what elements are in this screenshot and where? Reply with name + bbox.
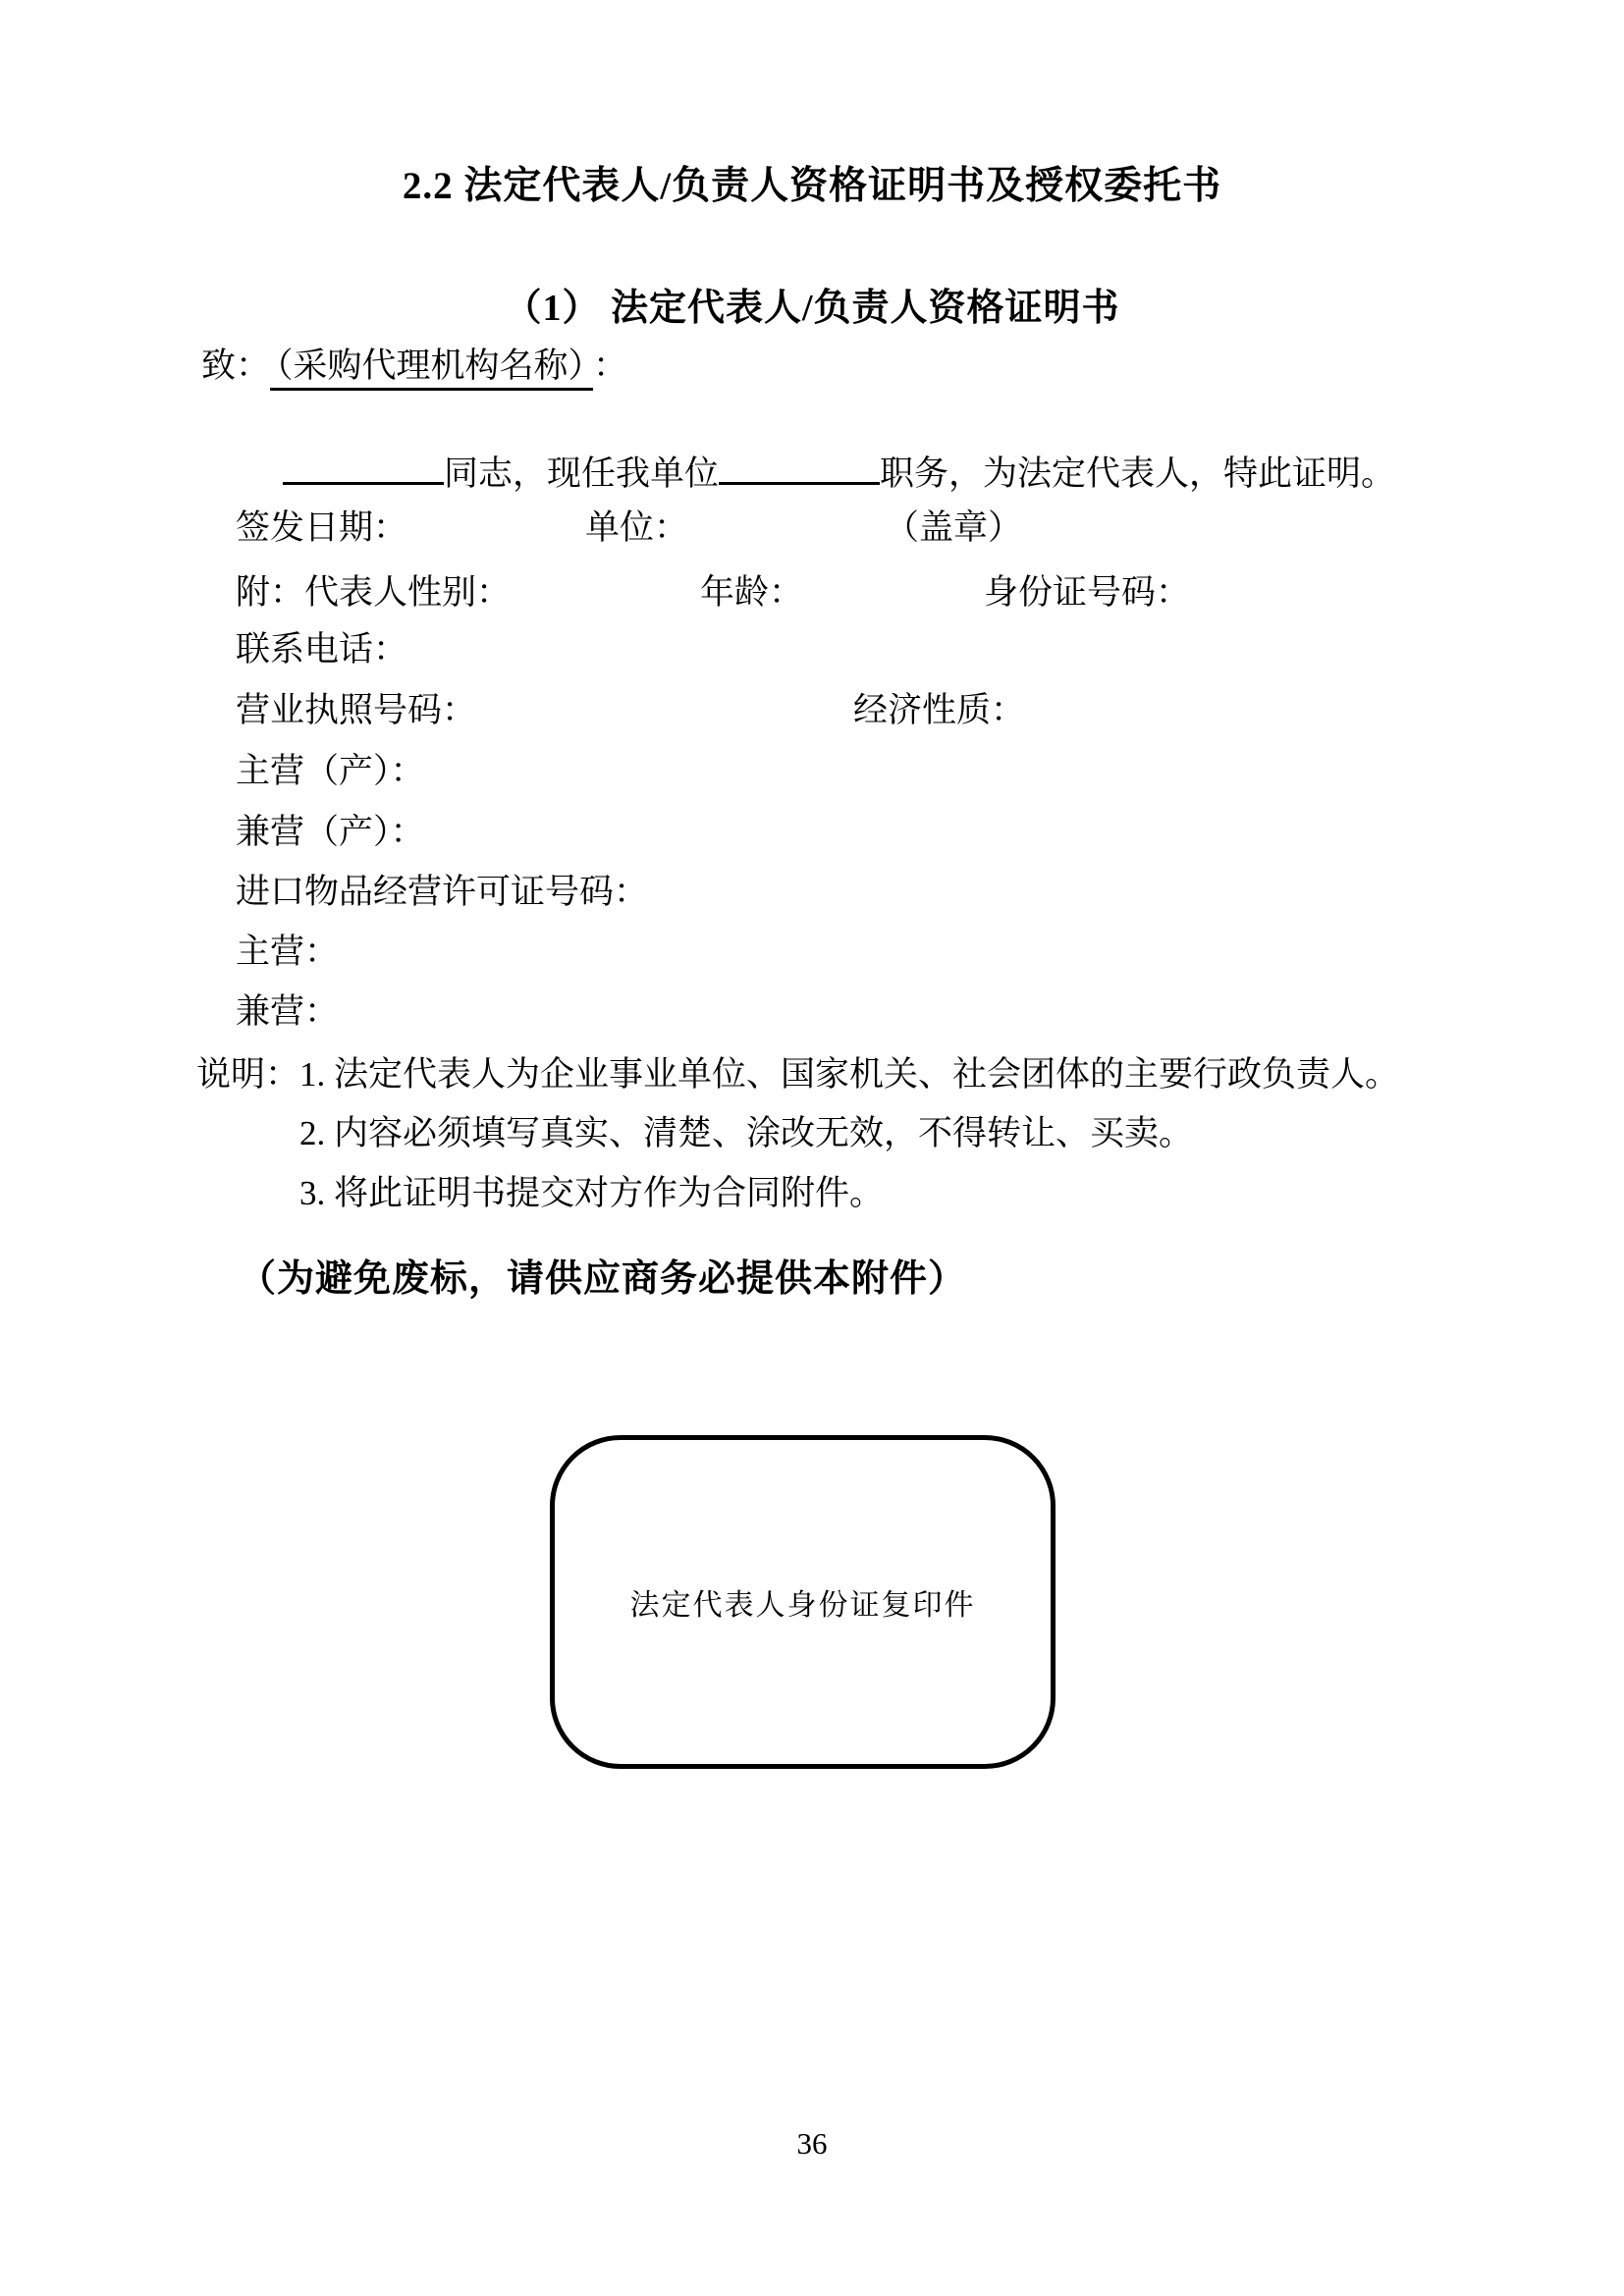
note-item-3: 3. 将此证明书提交对方作为合同附件。 (299, 1174, 885, 1212)
economic-nature-label: 经济性质： (853, 691, 1026, 729)
rep-gender-label: 附：代表人性别： (236, 573, 512, 612)
section-title: 2.2 法定代表人/负责人资格证明书及授权委托书 (402, 165, 1222, 207)
representative-name-blank-underline (283, 453, 444, 485)
agency-name-blank: （采购代理机构名称） (270, 347, 593, 391)
warning-note: （为避免废标，请供应商务必提供本附件） (239, 1258, 967, 1300)
import-permit-label: 进口物品经营许可证号码： (236, 873, 649, 911)
certificate-title: （1） 法定代表人/负责人资格证明书 (504, 288, 1120, 329)
seal-label: （盖章） (885, 508, 1023, 547)
main-products-label: 主营（产）： (236, 752, 425, 790)
note-item-2: 2. 内容必须填写真实、清楚、涂改无效，不得转让、买卖。 (299, 1114, 1194, 1152)
id-number-label: 身份证号码： (984, 573, 1191, 612)
salutation-suffix: ： (593, 347, 628, 385)
business-license-label: 营业执照号码： (236, 691, 477, 729)
position-blank-underline (719, 453, 880, 485)
salutation-line (201, 347, 627, 386)
notes-label: 说明： (196, 1055, 300, 1094)
side-products-label: 兼营（产）： (236, 813, 425, 851)
statement-line (283, 453, 1395, 494)
id-copy-box-label: 法定代表人身份证复印件 (629, 1589, 976, 1622)
side-business-label: 兼营： (236, 992, 340, 1031)
main-business-label: 主营： (236, 933, 340, 971)
statement-position-text: 职务，为法定代表人，特此证明。 (880, 454, 1396, 493)
note-item-1: 1. 法定代表人为企业事业单位、国家机关、社会团体的主要行政负责人。 (299, 1055, 1400, 1094)
page-number: 36 (796, 2126, 828, 2161)
id-copy-placeholder-box (550, 1435, 1056, 1769)
unit-label: 单位： (585, 508, 689, 547)
salutation-prefix: 致： (201, 347, 271, 385)
age-label: 年龄： (700, 573, 804, 612)
phone-label: 联系电话： (236, 630, 408, 668)
issue-date-label: 签发日期： (236, 508, 408, 547)
statement-comrade-text: 同志，现任我单位 (444, 454, 720, 493)
